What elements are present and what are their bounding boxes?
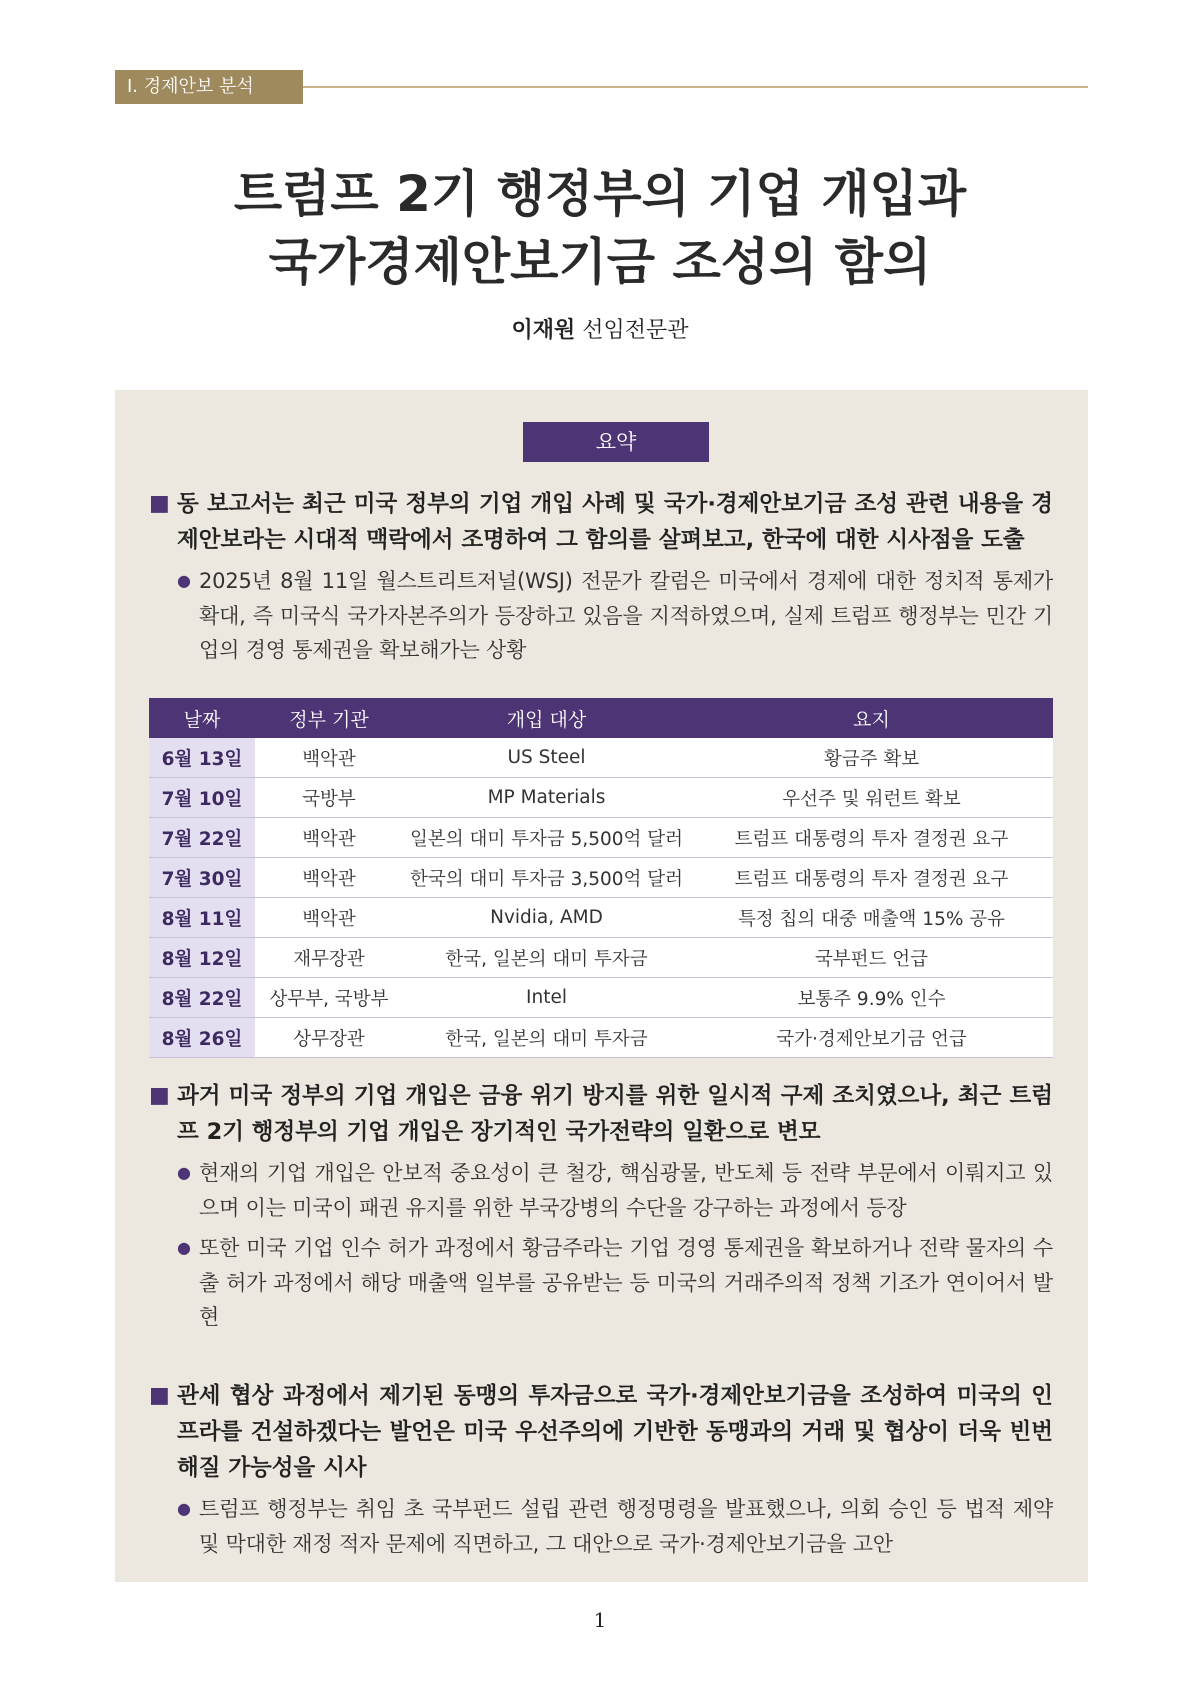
- agency-cell: 재무장관: [255, 938, 403, 978]
- summary-cell: 트럼프 대통령의 투자 결정권 요구: [690, 858, 1053, 898]
- summary-cell: 국가·경제안보기금 언급: [690, 1018, 1053, 1058]
- agency-cell: 백악관: [255, 858, 403, 898]
- table-row: [149, 738, 1053, 778]
- table-row: [149, 978, 1053, 1018]
- table-row: [149, 898, 1053, 938]
- column-header: 요지: [690, 698, 1053, 738]
- square-bullet-icon: ■: [149, 491, 170, 516]
- target-cell: 한국, 일본의 대미 투자금: [403, 938, 690, 978]
- summary-label: 요약: [523, 422, 709, 462]
- point-2-sub-2: 또한 미국 기업 인수 허가 과정에서 황금주라는 기업 경영 통제권을 확보하거나 전략 물자의 수출 허가 과정에서 해당 매출액 일부를 공유받는 등 미국의 거래주의적 정책 기조가 연이어서 발현: [199, 1236, 1053, 1329]
- table-row: [149, 818, 1053, 858]
- circle-bullet-icon: ●: [177, 1499, 191, 1518]
- target-cell: Nvidia, AMD: [403, 898, 690, 938]
- target-cell: Intel: [403, 978, 690, 1018]
- summary-cell: 우선주 및 워런트 확보: [690, 778, 1053, 818]
- summary-point-2: [149, 1078, 1053, 1335]
- target-cell: 한국, 일본의 대미 투자금: [403, 1018, 690, 1058]
- table-row: [149, 1018, 1053, 1058]
- square-bullet-icon: ■: [149, 1383, 170, 1408]
- summary-cell: 보통주 9.9% 인수: [690, 978, 1053, 1018]
- date-cell: 7월 22일: [149, 818, 255, 858]
- column-header: 정부 기관: [255, 698, 403, 738]
- column-header: 개입 대상: [403, 698, 690, 738]
- point-2-sub-1: 현재의 기업 개입은 안보적 중요성이 큰 철강, 핵심광물, 반도체 등 전략 부문에서 이뤄지고 있으며 이는 미국이 패권 유지를 위한 부국강병의 수단을 강구하는 과정에서 등장: [199, 1161, 1053, 1220]
- summary-cell: 황금주 확보: [690, 738, 1053, 778]
- date-cell: 8월 22일: [149, 978, 255, 1018]
- date-cell: 6월 13일: [149, 738, 255, 778]
- date-cell: 7월 10일: [149, 778, 255, 818]
- table-row: [149, 778, 1053, 818]
- point-3-text: 관세 협상 과정에서 제기된 동맹의 투자금으로 국가·경제안보기금을 조성하여 미국의 인프라를 건설하겠다는 발언은 미국 우선주의에 기반한 동맹과의 거래 및 협상이 더욱 빈번해질 가능성을 시사: [177, 1383, 1053, 1481]
- date-cell: 8월 11일: [149, 898, 255, 938]
- agency-cell: 백악관: [255, 898, 403, 938]
- page-title: [0, 160, 1200, 296]
- section-divider: [303, 86, 1088, 88]
- summary-cell: 트럼프 대통령의 투자 결정권 요구: [690, 818, 1053, 858]
- page-number: 1: [593, 1608, 607, 1632]
- point-1-sub-1: 2025년 8월 11일 월스트리트저널(WSJ) 전문가 칼럼은 미국에서 경제에 대한 정치적 통제가 확대, 즉 미국식 국가자본주의가 등장하고 있음을 지적하였으며, 실제 트럼프 행정부는 민간 기업의 경영 통제권을 확보해가는 상황: [199, 569, 1053, 662]
- summary-point-1: [149, 486, 1053, 668]
- summary-box: [115, 390, 1088, 1582]
- agency-cell: 국방부: [255, 778, 403, 818]
- summary-point-3: [149, 1378, 1053, 1561]
- intervention-table: [149, 698, 1053, 1058]
- point-1-text: 동 보고서는 최근 미국 정부의 기업 개입 사례 및 국가·경제안보기금 조성 관련 내용을 경제안보라는 시대적 맥락에서 조명하여 그 함의를 살펴보고, 한국에 대한 시사점을 도출: [177, 491, 1053, 553]
- section-tag: Ⅰ. 경제안보 분석: [115, 70, 303, 104]
- summary-cell: 국부펀드 언급: [690, 938, 1053, 978]
- date-cell: 8월 12일: [149, 938, 255, 978]
- table-header-row: [149, 698, 1053, 738]
- author-line: [0, 316, 1200, 346]
- author-name: 이재원: [511, 318, 576, 343]
- square-bullet-icon: ■: [149, 1083, 170, 1108]
- point-3-sub-1: 트럼프 행정부는 취임 초 국부펀드 설립 관련 행정명령을 발표했으나, 의회 승인 등 법적 제약 및 막대한 재정 적자 문제에 직면하고, 그 대안으로 국가·경제안보기금을 고안: [199, 1497, 1053, 1556]
- circle-bullet-icon: ●: [177, 571, 191, 590]
- agency-cell: 백악관: [255, 738, 403, 778]
- agency-cell: 상무부, 국방부: [255, 978, 403, 1018]
- table-row: [149, 858, 1053, 898]
- table-row: [149, 938, 1053, 978]
- circle-bullet-icon: ●: [177, 1163, 191, 1182]
- date-cell: 8월 26일: [149, 1018, 255, 1058]
- target-cell: US Steel: [403, 738, 690, 778]
- date-cell: 7월 30일: [149, 858, 255, 898]
- circle-bullet-icon: ●: [177, 1238, 191, 1257]
- target-cell: 일본의 대미 투자금 5,500억 달러: [403, 818, 690, 858]
- title-line-2: 국가경제안보기금 조성의 함의: [268, 233, 932, 291]
- point-2-text: 과거 미국 정부의 기업 개입은 금융 위기 방지를 위한 일시적 구제 조치였으나, 최근 트럼프 2기 행정부의 기업 개입은 장기적인 국가전략의 일환으로 변모: [177, 1083, 1053, 1145]
- agency-cell: 상무장관: [255, 1018, 403, 1058]
- summary-cell: 특정 칩의 대중 매출액 15% 공유: [690, 898, 1053, 938]
- title-line-1: 트럼프 2기 행정부의 기업 개입과: [233, 165, 967, 223]
- author-role: 선임전문관: [582, 318, 689, 343]
- agency-cell: 백악관: [255, 818, 403, 858]
- column-header: 날짜: [149, 698, 255, 738]
- target-cell: MP Materials: [403, 778, 690, 818]
- target-cell: 한국의 대미 투자금 3,500억 달러: [403, 858, 690, 898]
